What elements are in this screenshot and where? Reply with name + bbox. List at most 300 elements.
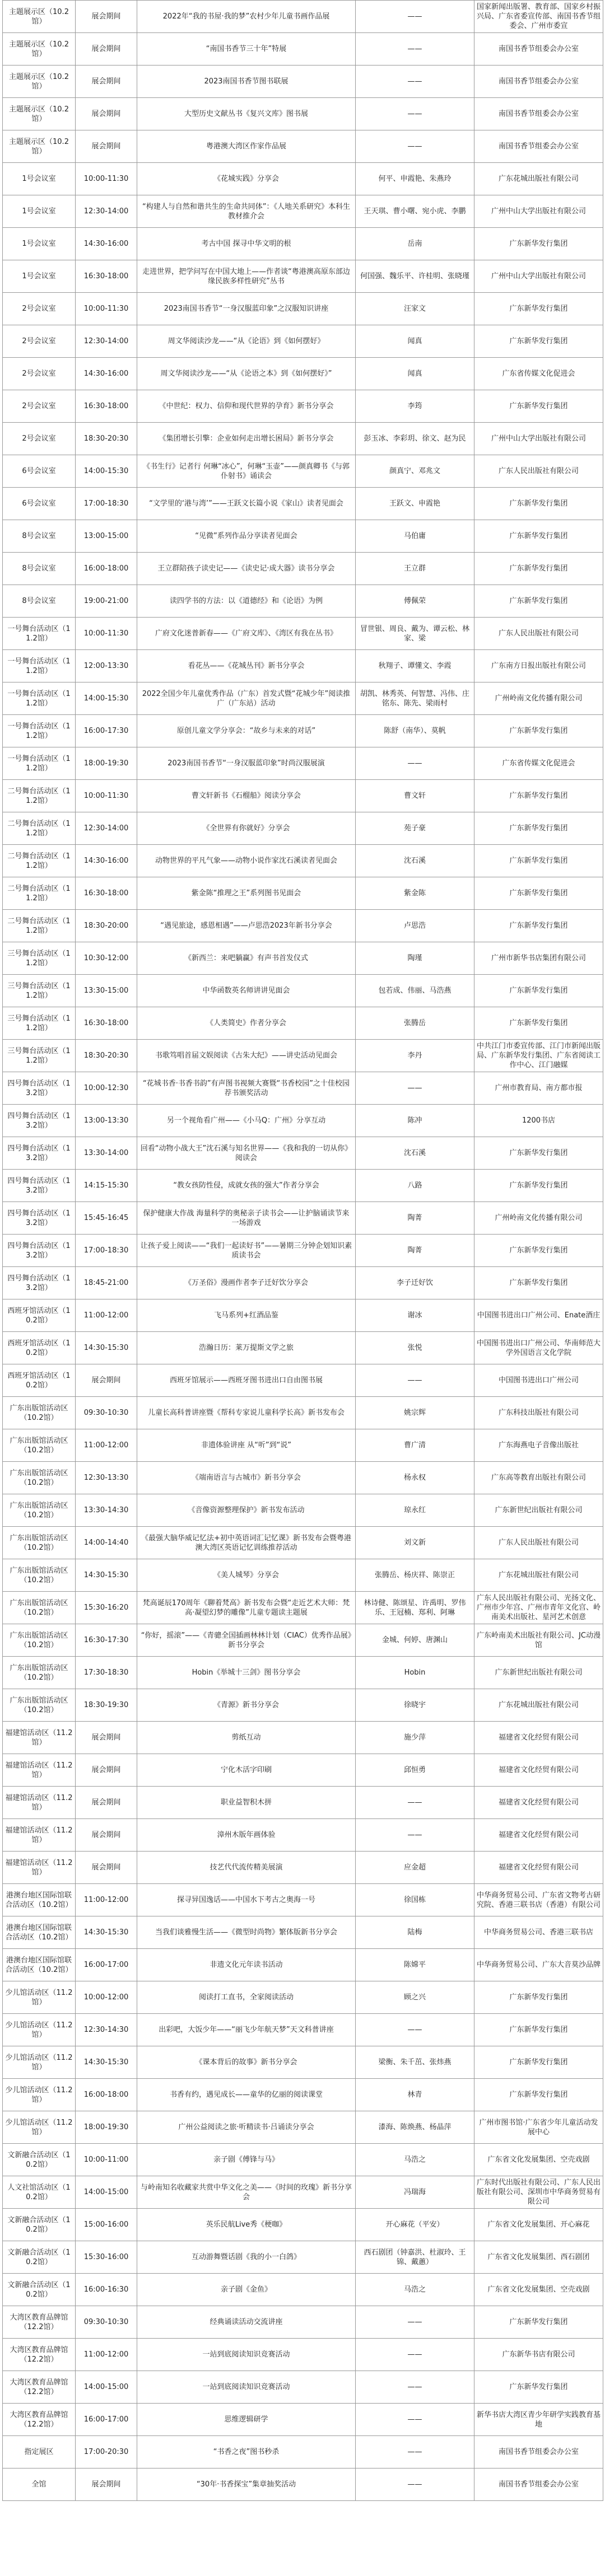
time-cell: 17:30-18:30 [76, 1657, 137, 1689]
event-title-cell: 粤港澳大湾区作家作品展 [137, 130, 356, 163]
organizer-cell: 广东人民出版社有限公司 [474, 1527, 603, 1559]
guests-cell: —— [356, 1819, 474, 1852]
venue-cell: 少儿馆活动区（11.2馆） [3, 2014, 76, 2046]
event-title-cell: 飞马系列+红酒品鉴 [137, 1299, 356, 1332]
table-row [3, 2436, 603, 2469]
event-title-cell: 看花丛——《花城丛刊》新书分享会 [137, 650, 356, 682]
time-cell: 16:30-18:00 [76, 877, 137, 910]
time-cell: 16:00-17:00 [76, 1949, 137, 1981]
venue-cell: 大湾区教育品牌馆（12.2馆） [3, 2371, 76, 2404]
venue-cell: 福建馆活动区（11.2馆） [3, 1819, 76, 1852]
time-cell: 14:00-14:40 [76, 1527, 137, 1559]
organizer-cell: 广东新华发行集团 [474, 845, 603, 877]
organizer-cell: 中国图书进出口广州公司、Enate酒庄 [474, 1299, 603, 1332]
organizer-cell: 广东新华发行集团 [474, 715, 603, 747]
organizer-cell: 广东新华发行集团 [474, 488, 603, 520]
time-cell: 10:00-11:00 [76, 2144, 137, 2176]
guests-cell: 陈嫦平 [356, 1949, 474, 1981]
time-cell: 14:30-15:30 [76, 1916, 137, 1949]
time-cell: 12:30-14:00 [76, 812, 137, 845]
event-title-cell: 梵高诞辰170周年《聊着梵高》新书发布会暨“走近艺术大师：梵高·凝望幻梦的雕像”儿童专题读主题展 [137, 1592, 356, 1624]
time-cell: 15:30-16:00 [76, 2241, 137, 2274]
table-row [3, 1397, 603, 1429]
organizer-cell: 广东省文化发展集团、西石剧团 [474, 2241, 603, 2274]
venue-cell: 四号舞台活动区（13.2馆） [3, 1202, 76, 1235]
guests-cell: 梁衡、朱千茁、张炜燕 [356, 2046, 474, 2079]
table-row [3, 1852, 603, 1884]
time-cell: 18:00-19:30 [76, 2111, 137, 2144]
guests-cell: —— [356, 33, 474, 66]
venue-cell: 四号舞台活动区（13.2馆） [3, 1170, 76, 1202]
time-cell: 18:45-21:00 [76, 1267, 137, 1299]
event-title-cell: 另一个视角看广州——《小马Q：广州》分享互动 [137, 1105, 356, 1137]
table-row [3, 228, 603, 260]
event-title-cell: 2023南国书香节图书联展 [137, 66, 356, 98]
venue-cell: 港澳台地区国际馆联合活动区（10.2馆） [3, 1916, 76, 1949]
table-row [3, 2371, 603, 2404]
event-title-cell: 《人类简史》作者分享会 [137, 1007, 356, 1040]
event-title-cell: 非遗体验讲座 从“听”到“说” [137, 1429, 356, 1462]
time-cell: 14:00-15:00 [76, 2176, 137, 2209]
table-row [3, 975, 603, 1007]
venue-cell: 文新融合活动区（10.2馆） [3, 2144, 76, 2176]
table-row [3, 2176, 603, 2209]
time-cell: 09:30-10:30 [76, 2306, 137, 2339]
table-row [3, 1170, 603, 1202]
venue-cell: 一号舞台活动区（11.2馆） [3, 618, 76, 650]
venue-cell: 三号舞台活动区（11.2馆） [3, 1040, 76, 1072]
guests-cell: 漆海、陈焕燕、杨晶萍 [356, 2111, 474, 2144]
table-row [3, 1137, 603, 1170]
time-cell: 18:30-20:30 [76, 1040, 137, 1072]
time-cell: 14:00-15:30 [76, 455, 137, 488]
guests-cell: 李筠 [356, 390, 474, 423]
organizer-cell: 中共江门市委宣传部、江门市新闻出版局、广东新华发行集团、广东省阅读工作中心、江门融媒 [474, 1040, 603, 1072]
event-title-cell: 当我们谈雅慢生活——《微型时尚物》繁体版新书分享会 [137, 1916, 356, 1949]
time-cell: 14:00-15:30 [76, 682, 137, 715]
guests-cell: 杨永权 [356, 1462, 474, 1494]
venue-cell: 广东出版馆活动区（10.2馆） [3, 1527, 76, 1559]
event-title-cell: 《花城实践》分享会 [137, 163, 356, 195]
event-title-cell: 漳州木版年画体验 [137, 1819, 356, 1852]
venue-cell: 一号舞台活动区（11.2馆） [3, 715, 76, 747]
table-row [3, 1527, 603, 1559]
table-row [3, 553, 603, 585]
table-row [3, 1494, 603, 1527]
event-title-cell: 职业益智积木拼 [137, 1787, 356, 1819]
guests-cell: 沈石溪 [356, 845, 474, 877]
venue-cell: 6号会议室 [3, 455, 76, 488]
time-cell: 展会期间 [76, 130, 137, 163]
guests-cell: 岳南 [356, 228, 474, 260]
guests-cell: Hobin [356, 1657, 474, 1689]
event-title-cell: 广州公益阅读之旅·听精读书·吕诵读分享会 [137, 2111, 356, 2144]
table-row [3, 1884, 603, 1916]
time-cell: 10:30-12:00 [76, 942, 137, 975]
venue-cell: 少儿馆活动区（11.2馆） [3, 2111, 76, 2144]
venue-cell: 一号舞台活动区（11.2馆） [3, 650, 76, 682]
organizer-cell: 广东新华发行集团 [474, 520, 603, 553]
event-title-cell: 广府文化迷普新春——《广府文库》、《湾区有我在丛书》 [137, 618, 356, 650]
venue-cell: 主题展示区（10.2馆） [3, 98, 76, 130]
venue-cell: 大湾区教育品牌馆（12.2馆） [3, 2306, 76, 2339]
organizer-cell: 广东新华发行集团 [474, 1235, 603, 1267]
guests-cell: 金城、何婷、唐渊山 [356, 1624, 474, 1657]
time-cell: 11:00-12:00 [76, 2339, 137, 2371]
venue-cell: 8号会议室 [3, 520, 76, 553]
venue-cell: 西班牙馆活动区（10.2馆） [3, 1332, 76, 1364]
guests-cell: 陈舒（南华）、莫帆 [356, 715, 474, 747]
time-cell: 16:30-18:00 [76, 390, 137, 423]
time-cell: 13:30-15:00 [76, 975, 137, 1007]
table-row [3, 845, 603, 877]
guests-cell: 施少萍 [356, 1722, 474, 1754]
guests-cell: —— [356, 1072, 474, 1105]
venue-cell: 少儿馆活动区（11.2馆） [3, 1981, 76, 2014]
time-cell: 展会期间 [76, 1852, 137, 1884]
organizer-cell: 广州中山大学出版社有限公司 [474, 260, 603, 293]
venue-cell: 广东出版馆活动区（10.2馆） [3, 1397, 76, 1429]
table-row [3, 1592, 603, 1624]
table-row [3, 2306, 603, 2339]
table-row [3, 747, 603, 780]
event-title-cell: 西班牙馆展示——西班牙图书进出口自由图书展 [137, 1364, 356, 1397]
guests-cell: 冯瑞海 [356, 2176, 474, 2209]
event-title-cell: 儿童长高科普讲座暨《帮科专家说儿童科学长高》新书发布会 [137, 1397, 356, 1429]
event-title-cell: 剪纸互动 [137, 1722, 356, 1754]
table-row [3, 1689, 603, 1722]
guests-cell: 马浩之 [356, 2144, 474, 2176]
venue-cell: 港澳台地区国际馆联合活动区（10.2馆） [3, 1949, 76, 1981]
organizer-cell: 广东花城出版社有限公司 [474, 163, 603, 195]
organizer-cell: 福建省文化经贸有限公司 [474, 1722, 603, 1754]
venue-cell: 四号舞台活动区（13.2馆） [3, 1137, 76, 1170]
organizer-cell: 广东新华书店有限公司 [474, 2339, 603, 2371]
event-title-cell: “文学里的‘港与湾’”——王跃文长篇小说《家山》读者见面会 [137, 488, 356, 520]
event-title-cell: 浩瀚日历：莱万提斯文学之旅 [137, 1332, 356, 1364]
organizer-cell: 广东新华发行集团 [474, 1170, 603, 1202]
event-title-cell: 2023南国书香节“一身汉服蓝印象”时尚汉服展演 [137, 747, 356, 780]
table-row [3, 780, 603, 812]
time-cell: 16:30-17:30 [76, 1624, 137, 1657]
organizer-cell: 广东省文化发展集团、空壳戏剧 [474, 2274, 603, 2306]
time-cell: 10:00-11:30 [76, 163, 137, 195]
event-title-cell: 《全世界有你就好》分享会 [137, 812, 356, 845]
event-title-cell: 英乐民航Live秀《梗咖》 [137, 2209, 356, 2241]
organizer-cell: 福建省文化经贸有限公司 [474, 1852, 603, 1884]
event-title-cell: 非遗文化元年读书活动 [137, 1949, 356, 1981]
guests-cell: 邱恒勇 [356, 1754, 474, 1787]
venue-cell: 8号会议室 [3, 585, 76, 618]
organizer-cell: 广东新华发行集团 [474, 877, 603, 910]
event-title-cell: 让孩子爱上阅读——“我们一起读好书”——暑期三分钟企划知识素质读书会 [137, 1235, 356, 1267]
guests-cell: 李子迁好饮 [356, 1267, 474, 1299]
time-cell: 14:30-16:00 [76, 358, 137, 390]
event-title-cell: 书香有约，遇见成长——童华的亿丽的阅读课堂 [137, 2079, 356, 2111]
venue-cell: 二号舞台活动区（11.2馆） [3, 780, 76, 812]
event-title-cell: 互动游舞暨话剧《我的小一白鸽》 [137, 2241, 356, 2274]
guests-cell: 颜真宁、邓兆文 [356, 455, 474, 488]
guests-cell: 林诗健、陈颂星、许禹明、罗伟乐、王冠楠、郑利、阿琳 [356, 1592, 474, 1624]
table-row [3, 1916, 603, 1949]
event-title-cell: 2022全国少年儿童优秀作品（广东）首发式暨“花城少年”阅读推广（广东站）活动 [137, 682, 356, 715]
guests-cell: —— [356, 2339, 474, 2371]
organizer-cell: 广东新华发行集团 [474, 325, 603, 358]
organizer-cell: 广东新华发行集团 [474, 1137, 603, 1170]
organizer-cell: 广东新华发行集团 [474, 293, 603, 325]
venue-cell: 全馆 [3, 2469, 76, 2501]
event-title-cell: “花城书香·书香书韵”有声图书视频大赛暨“书香校园”之十佳校园荐书颁奖活动 [137, 1072, 356, 1105]
time-cell: 15:00-16:00 [76, 2209, 137, 2241]
guests-cell: 张腾岳、杨庆祥、陈崇正 [356, 1559, 474, 1592]
table-row [3, 488, 603, 520]
event-title-cell: “30年·书香探宝”集章抽奖活动 [137, 2469, 356, 2501]
event-title-cell: “遇见旅途，感恩相遇”——卢思浩2023年新书分享会 [137, 910, 356, 942]
time-cell: 11:00-12:00 [76, 1429, 137, 1462]
table-row [3, 1072, 603, 1105]
time-cell: 10:00-11:30 [76, 293, 137, 325]
time-cell: 展会期间 [76, 1754, 137, 1787]
time-cell: 展会期间 [76, 1819, 137, 1852]
venue-cell: 2号会议室 [3, 293, 76, 325]
table-row [3, 195, 603, 228]
time-cell: 18:00-19:30 [76, 747, 137, 780]
time-cell: 10:00-11:30 [76, 618, 137, 650]
organizer-cell: 广东新华发行集团 [474, 1007, 603, 1040]
venue-cell: 广东出版馆活动区（10.2馆） [3, 1657, 76, 1689]
venue-cell: 文新融合活动区（10.2馆） [3, 2209, 76, 2241]
schedule-sheet [2, 0, 603, 2501]
organizer-cell: 广东新华发行集团 [474, 2371, 603, 2404]
guests-cell: 琼永红 [356, 1494, 474, 1527]
time-cell: 17:00-18:30 [76, 488, 137, 520]
time-cell: 14:00-15:00 [76, 2371, 137, 2404]
event-title-cell: 经典诵读活动交流讲座 [137, 2306, 356, 2339]
venue-cell: 1号会议室 [3, 228, 76, 260]
guests-cell: 西石剧团（钟嘉洪、杜淑玲、王锦、戴蕙） [356, 2241, 474, 2274]
table-row [3, 585, 603, 618]
event-title-cell: 出彩吧，大饭少年——“丽飞少年航天梦”天文科普讲座 [137, 2014, 356, 2046]
venue-cell: 广东出版馆活动区（10.2馆） [3, 1592, 76, 1624]
organizer-cell: 广东人民出版社有限公司 [474, 455, 603, 488]
guests-cell: 傅佩荣 [356, 585, 474, 618]
organizer-cell: 南国书香节组委会办公室 [474, 130, 603, 163]
table-row [3, 2339, 603, 2371]
guests-cell: 陶瑾 [356, 942, 474, 975]
venue-cell: 福建馆活动区（11.2馆） [3, 1787, 76, 1819]
time-cell: 16:00-18:00 [76, 2079, 137, 2111]
venue-cell: 大湾区教育品牌馆（12.2馆） [3, 2339, 76, 2371]
event-title-cell: 《课本背后的故事》新书分享会 [137, 2046, 356, 2079]
event-title-cell: 读四学书的方法：以《道德经》和《论语》为例 [137, 585, 356, 618]
guests-cell: 开心麻花（平安） [356, 2209, 474, 2241]
guests-cell: 应金超 [356, 1852, 474, 1884]
table-row [3, 942, 603, 975]
guests-cell: 张腾岳 [356, 1007, 474, 1040]
guests-cell: —— [356, 130, 474, 163]
venue-cell: 广东出版馆活动区（10.2馆） [3, 1559, 76, 1592]
time-cell: 展会期间 [76, 1787, 137, 1819]
event-schedule-table [2, 0, 603, 2501]
time-cell: 16:30-18:00 [76, 260, 137, 293]
organizer-cell: 福建省文化经贸有限公司 [474, 1754, 603, 1787]
organizer-cell: 南国书香节组委会办公室 [474, 33, 603, 66]
organizer-cell: 中华商务贸易公司、广东大音莫沙品牌 [474, 1949, 603, 1981]
guests-cell: 闻真 [356, 325, 474, 358]
organizer-cell: 广州岭南文化传播有限公司 [474, 682, 603, 715]
table-row [3, 2404, 603, 2436]
table-row [3, 1040, 603, 1072]
event-title-cell: “南国书香节三十年”特展 [137, 33, 356, 66]
time-cell: 14:30-15:30 [76, 2046, 137, 2079]
guests-cell: 秋翔子、谭懂文、李霞 [356, 650, 474, 682]
table-row [3, 2111, 603, 2144]
venue-cell: 6号会议室 [3, 488, 76, 520]
organizer-cell: 广东花城出版社有限公司 [474, 1689, 603, 1722]
table-row [3, 130, 603, 163]
time-cell: 12:30-13:30 [76, 1462, 137, 1494]
venue-cell: 二号舞台活动区（11.2馆） [3, 845, 76, 877]
time-cell: 17:00-20:30 [76, 2436, 137, 2469]
venue-cell: 广东出版馆活动区（10.2馆） [3, 1462, 76, 1494]
time-cell: 展会期间 [76, 1, 137, 33]
event-title-cell: 一站到底阅读知识竞赛活动 [137, 2371, 356, 2404]
organizer-cell: 广东省传媒文化促进会 [474, 747, 603, 780]
organizer-cell: 广东新华发行集团 [474, 2014, 603, 2046]
organizer-cell: 广东新华发行集团 [474, 390, 603, 423]
event-title-cell: “书香之夜”图书秒杀 [137, 2436, 356, 2469]
guests-cell: 顾之兴 [356, 1981, 474, 2014]
guests-cell: 八路 [356, 1170, 474, 1202]
time-cell: 14:30-16:00 [76, 845, 137, 877]
time-cell: 展会期间 [76, 1722, 137, 1754]
table-row [3, 1105, 603, 1137]
organizer-cell: 南国书香节组委会办公室 [474, 66, 603, 98]
time-cell: 10:00-12:00 [76, 1981, 137, 2014]
organizer-cell: 广东省传媒文化促进会 [474, 358, 603, 390]
time-cell: 13:30-14:30 [76, 1494, 137, 1527]
table-row [3, 1981, 603, 2014]
table-row [3, 877, 603, 910]
venue-cell: 四号舞台活动区（13.2馆） [3, 1105, 76, 1137]
organizer-cell: 南国书香节组委会办公室 [474, 98, 603, 130]
venue-cell: 2号会议室 [3, 325, 76, 358]
guests-cell: 紫金陈 [356, 877, 474, 910]
guests-cell: 陶菁 [356, 1202, 474, 1235]
venue-cell: 四号舞台活动区（13.2馆） [3, 1235, 76, 1267]
event-title-cell: 《端南语言与古城市》新书分享会 [137, 1462, 356, 1494]
venue-cell: 文新融合活动区（10.2馆） [3, 2241, 76, 2274]
table-row [3, 1332, 603, 1364]
table-row [3, 455, 603, 488]
venue-cell: 一号舞台活动区（11.2馆） [3, 747, 76, 780]
venue-cell: 四号舞台活动区（13.2馆） [3, 1072, 76, 1105]
organizer-cell: 广东时代出版社有限公司、广东人民出版社有限公司、深圳市中华商务贸易有限公司 [474, 2176, 603, 2209]
organizer-cell: 广东高等教育出版社有限公司 [474, 1462, 603, 1494]
event-title-cell: 《书生行》记者行 何琳“冰心”，何琳“玉壶”——颜真卿书《与郭仆射书》诵读会 [137, 455, 356, 488]
organizer-cell: 南国书香节组委会办公室 [474, 2436, 603, 2469]
event-title-cell: 探寻异国逸话——中国水下考古之奥海一号 [137, 1884, 356, 1916]
time-cell: 13:00-15:00 [76, 520, 137, 553]
venue-cell: 西班牙馆活动区（10.2馆） [3, 1364, 76, 1397]
venue-cell: 2号会议室 [3, 358, 76, 390]
time-cell: 展会期间 [76, 2469, 137, 2501]
event-title-cell: 2022年“我的书屋·我的梦”农村少年儿童书画作品展 [137, 1, 356, 33]
event-title-cell: 《美人城琴》分享会 [137, 1559, 356, 1592]
venue-cell: 2号会议室 [3, 390, 76, 423]
time-cell: 13:00-13:30 [76, 1105, 137, 1137]
event-title-cell: 曹文轩新书《石榴船》阅读分享会 [137, 780, 356, 812]
event-title-cell: 阅读打工直书，全家阅读活动 [137, 1981, 356, 2014]
venue-cell: 主题展示区（10.2馆） [3, 66, 76, 98]
event-title-cell: 技艺代代流传精美展演 [137, 1852, 356, 1884]
organizer-cell: 广东省文化发展集团、开心麻花 [474, 2209, 603, 2241]
time-cell: 18:30-20:00 [76, 910, 137, 942]
guests-cell: —— [356, 98, 474, 130]
organizer-cell: 广东新华发行集团 [474, 2079, 603, 2111]
organizer-cell: 广州市图书馆·广东省少年儿童活动发展中心 [474, 2111, 603, 2144]
guests-cell: 何国强、魏乐平、许桂明、张晓瑾 [356, 260, 474, 293]
organizer-cell: 南国书香节组委会办公室 [474, 2469, 603, 2501]
table-row [3, 33, 603, 66]
organizer-cell: 广东新华发行集团 [474, 585, 603, 618]
event-title-cell: 亲子剧《傅锋与马》 [137, 2144, 356, 2176]
table-row [3, 618, 603, 650]
event-title-cell: 书歌笃唱首届文娱阅读《古朱大纪》——讲史活动见面会 [137, 1040, 356, 1072]
table-row [3, 260, 603, 293]
table-row [3, 1754, 603, 1787]
guests-cell: 张悦 [356, 1332, 474, 1364]
venue-cell: 主题展示区（10.2馆） [3, 130, 76, 163]
guests-cell: 徐晓宇 [356, 1689, 474, 1722]
table-row [3, 520, 603, 553]
guests-cell: 何平、申霞艳、朱燕玲 [356, 163, 474, 195]
event-title-cell: “构建人与自然和谐共生的生命共同体”：《人地关系研究》本科生教材推介会 [137, 195, 356, 228]
event-title-cell: 保护健康大作战 海量科学的奥秘亲子读书会——让护脑诵读节来一场游戏 [137, 1202, 356, 1235]
guests-cell: 苑子豪 [356, 812, 474, 845]
table-row [3, 66, 603, 98]
table-row [3, 358, 603, 390]
organizer-cell: 广东新华发行集团 [474, 812, 603, 845]
time-cell: 17:00-18:30 [76, 1235, 137, 1267]
table-row [3, 1787, 603, 1819]
table-row [3, 1722, 603, 1754]
event-title-cell: 2023南国书香节“一身汉服蓝印象”之汉服知识讲座 [137, 293, 356, 325]
guests-cell: 曹文轩 [356, 780, 474, 812]
table-row [3, 1559, 603, 1592]
table-row [3, 1299, 603, 1332]
venue-cell: 二号舞台活动区（11.2馆） [3, 812, 76, 845]
guests-cell: —— [356, 2436, 474, 2469]
venue-cell: 三号舞台活动区（11.2馆） [3, 975, 76, 1007]
guests-cell: 陶菁 [356, 1235, 474, 1267]
time-cell: 12:30-14:00 [76, 325, 137, 358]
time-cell: 14:30-16:00 [76, 228, 137, 260]
organizer-cell: 福建省文化经贸有限公司 [474, 1787, 603, 1819]
venue-cell: 港澳台地区国际馆联合活动区（10.2馆） [3, 1884, 76, 1916]
guests-cell: 汪家文 [356, 293, 474, 325]
venue-cell: 主题展示区（10.2馆） [3, 33, 76, 66]
table-row [3, 2046, 603, 2079]
event-title-cell: 大型历史文献丛书《复兴文库》图书展 [137, 98, 356, 130]
venue-cell: 西班牙馆活动区（10.2馆） [3, 1299, 76, 1332]
guests-cell: 陆梅 [356, 1916, 474, 1949]
event-title-cell: Hobin《举城十三剑》图书分享会 [137, 1657, 356, 1689]
event-title-cell: 《中世纪：权力、信仰和现代世界的孕育》新书分享会 [137, 390, 356, 423]
event-title-cell: 走进世界，把学问写在中国大地上——作者谈“粤港澳高原东部边缘民族多样性研究”丛书 [137, 260, 356, 293]
table-row [3, 1202, 603, 1235]
table-row [3, 1007, 603, 1040]
